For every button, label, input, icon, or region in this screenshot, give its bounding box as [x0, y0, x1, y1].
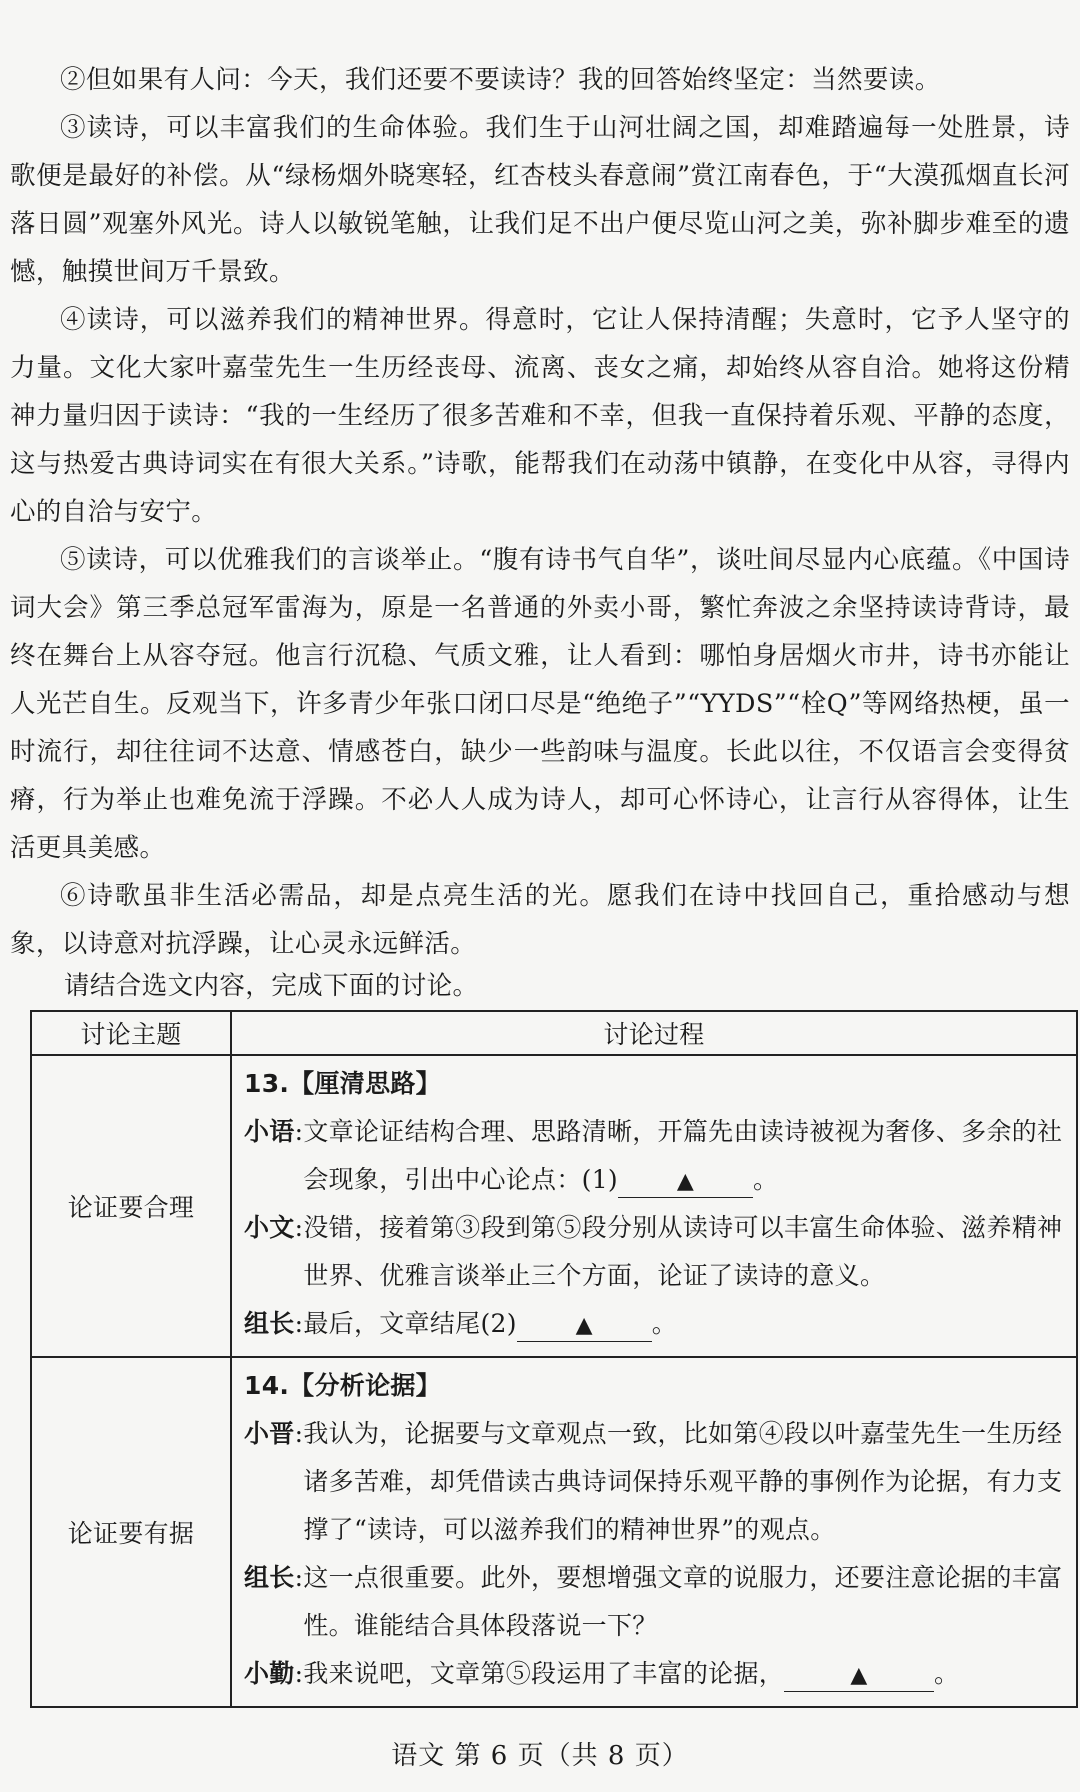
dialogue-text: 这一点很重要。此外，要想增强文章的说服力，还要注意论据的丰富性。谁能结合具体段落说一下？	[303, 1563, 1063, 1640]
table-header-row	[31, 1011, 1077, 1055]
header-process: 讨论过程	[231, 1011, 1077, 1055]
dialogue-text: 我认为，论据要与文章观点一致，比如第④段以叶嘉莹先生一生历经诸多苦难，却凭借读古典诗词保持乐观平静的事例作为论据，有力支撑了“读诗，可以滋养我们的精神世界”的观点。	[303, 1419, 1063, 1544]
dialogue-line: 小晋 : 我认为，论据要与文章观点一致，比如第④段以叶嘉莹先生一生历经诸多苦难，却凭借读古典诗词保持乐观平静的事例作为论据，有力支撑了“读诗，可以滋养我们的精神世界”的观点。	[244, 1410, 1068, 1554]
table-row	[31, 1055, 1077, 1357]
discussion-instruction: 请结合选文内容，完成下面的讨论。	[64, 971, 479, 1001]
dialogue-text: 最后，文章结尾(2) ▲ 。	[303, 1300, 677, 1348]
speaker-name: 小晋	[244, 1419, 295, 1448]
answer-blank-2[interactable]: ▲	[517, 1311, 652, 1342]
dialogue-text: 没错，接着第③段到第⑤段分别从读诗可以丰富生命体验、滋养精神世界、优雅言谈举止三个方面，论证了读诗的意义。	[303, 1213, 1063, 1290]
process-cell	[231, 1055, 1077, 1357]
discussion-table	[30, 1010, 1078, 1708]
table-row	[31, 1357, 1077, 1707]
header-topic: 讨论主题	[31, 1011, 231, 1055]
paragraph-5: ⑤读诗，可以优雅我们的言谈举止。“腹有诗书气自华”，谈吐间尽显内心底蕴。《中国诗词大会》第三季总冠军雷海为，原是一名普通的外卖小哥，繁忙奔波之余坚持读诗背诗，最终在舞台上从容夺冠。他言行沉稳、气质文雅，让人看到：哪怕身居烟火市井，诗书亦能让人光芒自生。反观当下，许多青少年张口闭口尽是“绝绝子”“YYDS”“栓Q”等网络热梗，虽一时流行，却往往词不达意、情感苍白，缺少一些韵味与温度。长此以往，不仅语言会变得贫瘠，行为举止也难免流于浮躁。不必人人成为诗人，却可心怀诗心，让言行从容得体，让生活更具美感。	[10, 545, 1070, 863]
speaker-name: 小文	[244, 1213, 295, 1242]
dialogue-line: 小勤 : 我来说吧，文章第⑤段运用了丰富的论据， ▲ 。	[244, 1650, 1068, 1698]
dialogue-text: 我来说吧，文章第⑤段运用了丰富的论据， ▲ 。	[303, 1650, 959, 1698]
question-title: 13.【厘清思路】	[244, 1069, 441, 1098]
speaker-name: 小勤	[244, 1659, 295, 1688]
paragraph-4: ④读诗，可以滋养我们的精神世界。得意时，它让人保持清醒；失意时，它予人坚守的力量。文化大家叶嘉莹先生一生历经丧母、流离、丧女之痛，却始终从容自洽。她将这份精神力量归因于读诗：“我的一生经历了很多苦难和不幸，但我一直保持着乐观、平静的态度，这与热爱古典诗词实在有很大关系。”诗歌，能帮我们在动荡中镇静，在变化中从容，寻得内心的自洽与安宁。	[10, 305, 1070, 527]
paragraph-6: ⑥诗歌虽非生活必需品，却是点亮生活的光。愿我们在诗中找回自己，重拾感动与想象，以诗意对抗浮躁，让心灵永远鲜活。	[10, 881, 1070, 959]
page-footer: 语文 第 6 页（共 8 页）	[391, 1741, 689, 1771]
dialogue-text: 文章论证结构合理、思路清晰，开篇先由读诗被视为奢侈、多余的社会现象，引出中心论点：(1) ▲ 。	[303, 1108, 1068, 1204]
speaker-name: 组长	[244, 1309, 295, 1338]
paragraph-2: ②但如果有人问：今天，我们还要不要读诗？我的回答始终坚定：当然要读。	[60, 65, 941, 95]
speaker-name: 小语	[244, 1117, 295, 1146]
dialogue-line: 组长 : 最后，文章结尾(2) ▲ 。	[244, 1300, 1068, 1348]
topic-cell: 论证要有据	[31, 1357, 231, 1707]
speaker-name: 组长	[244, 1563, 295, 1592]
paragraph-3: ③读诗，可以丰富我们的生命体验。我们生于山河壮阔之国，却难踏遍每一处胜景，诗歌便是最好的补偿。从“绿杨烟外晓寒轻，红杏枝头春意闹”赏江南春色，于“大漠孤烟直长河落日圆”观塞外风光。诗人以敏锐笔触，让我们足不出户便尽览山河之美，弥补脚步难至的遗憾，触摸世间万千景致。	[10, 113, 1070, 287]
answer-blank-1[interactable]: ▲	[618, 1167, 753, 1198]
question-title: 14.【分析论据】	[244, 1371, 441, 1400]
process-cell	[231, 1357, 1077, 1707]
topic-cell: 论证要合理	[31, 1055, 231, 1357]
dialogue-line: 小语 : 文章论证结构合理、思路清晰，开篇先由读诗被视为奢侈、多余的社会现象，引出中心论点：(1) ▲ 。	[244, 1108, 1068, 1204]
dialogue-line: 组长 : 这一点很重要。此外，要想增强文章的说服力，还要注意论据的丰富性。谁能结合具体段落说一下？	[244, 1554, 1068, 1650]
answer-blank-3[interactable]: ▲	[784, 1661, 934, 1692]
dialogue-line: 小文 : 没错，接着第③段到第⑤段分别从读诗可以丰富生命体验、滋养精神世界、优雅言谈举止三个方面，论证了读诗的意义。	[244, 1204, 1068, 1300]
